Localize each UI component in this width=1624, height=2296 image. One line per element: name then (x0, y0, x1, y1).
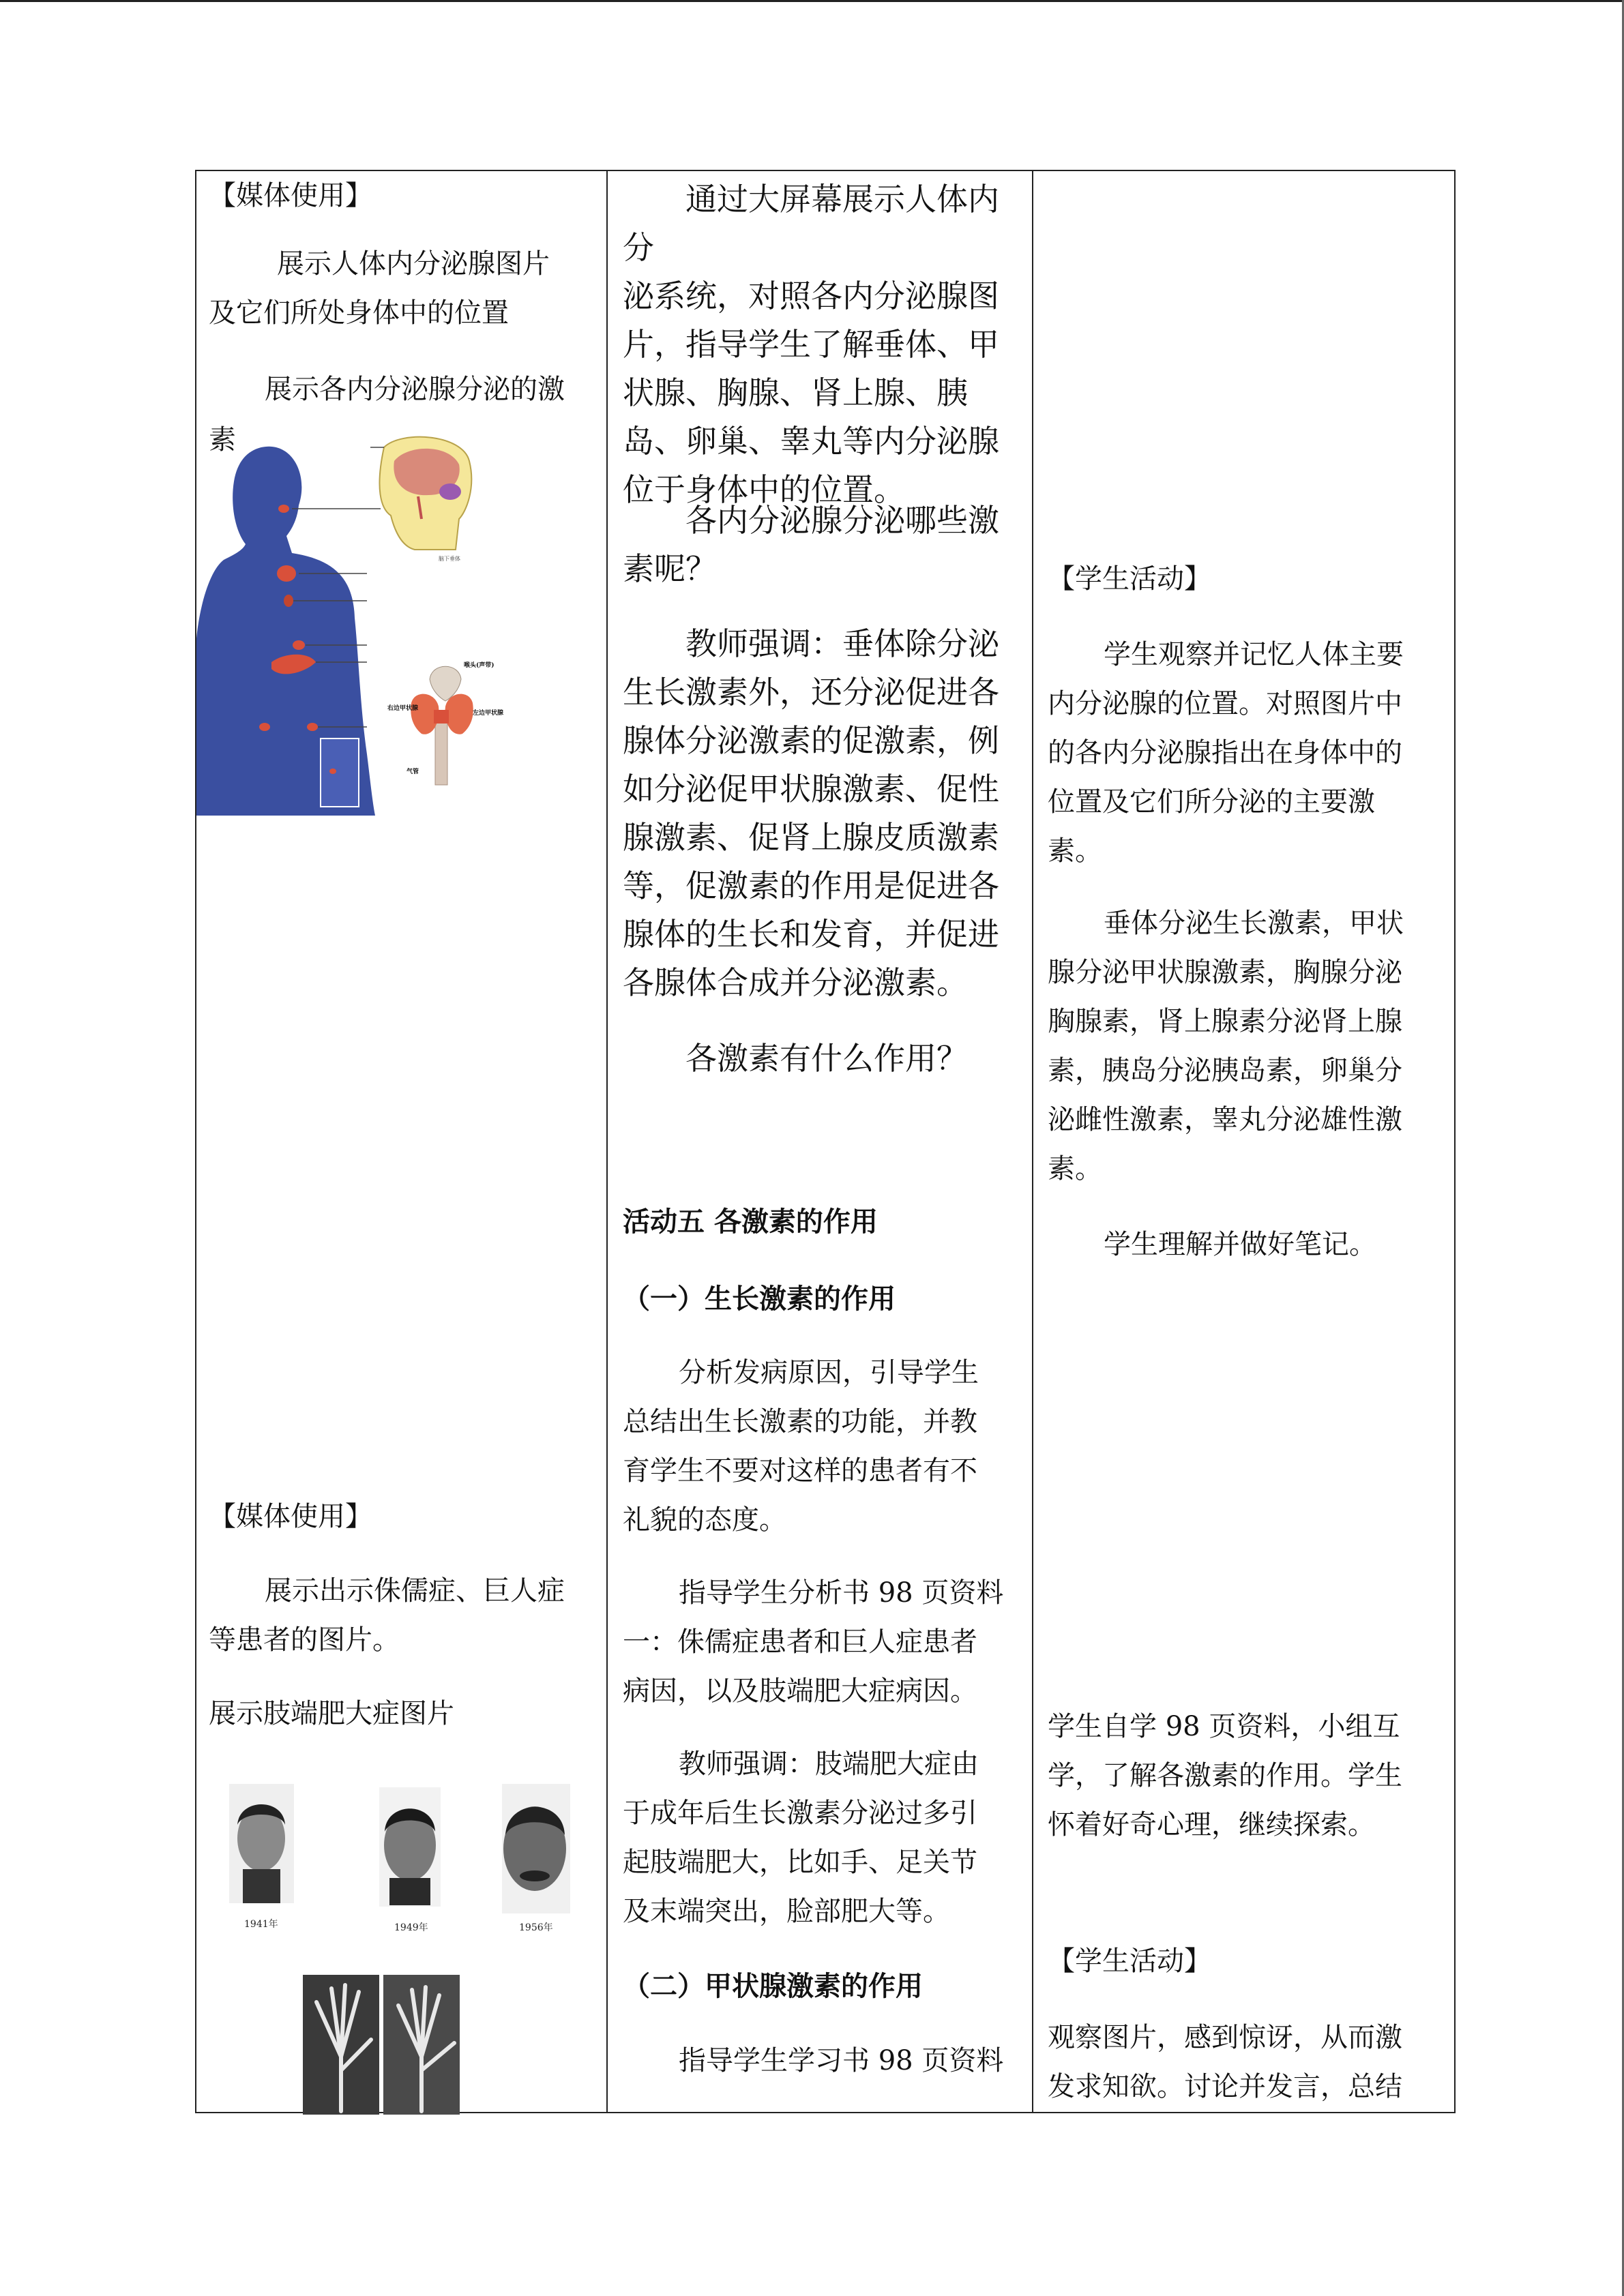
hand-xray-figure (303, 1975, 464, 2115)
year-1956: 1956年 (519, 1922, 553, 1933)
year-1941: 1941年 (244, 1919, 278, 1930)
analysis-paragraph: 分析发病原因，引导学生 总结出生长激素的功能，并教 育学生不要对这样的患者有不 礼貌的态度。 (623, 1357, 979, 1536)
activity-five-title: 活动五 各激素的作用 (623, 1206, 878, 1238)
testis-mark (329, 769, 336, 774)
self-study-paragraph: 学生自学 98 页资料，小组互 学，了解各激素的作用。学生 怀着好奇心理，继续探索。 (1048, 1711, 1402, 1840)
page-top-border (0, 0, 1624, 2)
show-glands-line-1: 展示人体内分泌腺图片 (277, 248, 550, 280)
year-1949: 1949年 (394, 1922, 428, 1933)
brain-caption: 脑下垂体 (439, 556, 460, 562)
lesson-table (195, 170, 1456, 2113)
media-column (209, 171, 601, 2112)
teacher-column (623, 171, 1022, 2112)
student-activity-heading-2: 【学生活动】 (1048, 1945, 1211, 1977)
thymus-mark (284, 595, 293, 607)
thyroid-label-trachea: 气管 (407, 769, 419, 775)
secretions-paragraph: 垂体分泌生长激素，甲状 腺分泌甲状腺激素，胸腺分泌 胸腺素，肾上腺素分泌肾上腺 素，胰岛分泌胰岛素，卵巢分 泌雌性激素，睾丸分泌雄性激 素。 (1048, 908, 1404, 1184)
student-column (1048, 171, 1447, 2112)
thyroid-label-right: 右边甲状腺 (387, 705, 419, 712)
media-heading-2: 【媒体使用】 (209, 1501, 372, 1532)
thyroid-label-left: 左边甲状腺 (473, 710, 504, 717)
notes-line: 学生理解并做好笔记。 (1104, 1229, 1376, 1260)
teacher-emphasis-2: 教师强调：肢端肥大症由 于成年后生长激素分泌过多引 起肢端肥大，比如手、足关节 及末端突出，脸部肥大等。 (623, 1748, 979, 1927)
inset-box (321, 739, 359, 807)
show-acromegaly: 展示肢端肥大症图片 (209, 1698, 454, 1729)
acromegaly-faces-figure (216, 1784, 577, 1948)
student-activity-heading-1: 【学生活动】 (1048, 563, 1211, 595)
media-heading: 【媒体使用】 (209, 180, 372, 211)
thyroid-label-larynx: 喉头(声带) (464, 662, 494, 669)
thyroid-mark (277, 565, 296, 582)
question-functions: 各激素有什么作用？ (685, 1040, 968, 1077)
head-brain-diagram (370, 437, 471, 550)
observe-paragraph: 学生观察并记忆人体主要 内分泌腺的位置。对照图片中 的各内分泌腺指出在身体中的 位置及它们所分泌的主要激 素。 (1048, 639, 1404, 867)
question-hormones: 各内分泌腺分泌哪些激 素呢？ (623, 502, 999, 587)
ovary-mark-right (307, 723, 318, 731)
face-photo-1949 (379, 1787, 441, 1907)
show-patients-line-2: 等患者的图片。 (209, 1624, 400, 1656)
guide-study-line: 指导学生学习书 98 页资料 (679, 2045, 1004, 2076)
column-divider-2 (1032, 171, 1033, 2112)
observe-pics-paragraph: 观察图片，感到惊讶，从而激 发求知欲。讨论并发言，总结 (1048, 2022, 1402, 2102)
intro-paragraph: 通过大屏幕展示人体内分 泌系统，对照各内分泌腺图 片，指导学生了解垂体、甲 状腺、胸腺、肾上腺、胰 岛、卵巢、睾丸等内分泌腺 位于身体中的位置。 (623, 181, 999, 508)
face-photo-1941 (229, 1784, 294, 1903)
column-divider-1 (606, 171, 608, 2112)
show-hormones-line-2: 素 (209, 424, 236, 456)
ovary-mark-left (259, 723, 270, 731)
endocrine-system-figure (196, 434, 544, 816)
show-patients-line-1: 展示出示侏儒症、巨人症 (265, 1575, 565, 1607)
show-hormones-line-1: 展示各内分泌腺分泌的激 (265, 374, 565, 405)
face-photo-1956 (502, 1784, 570, 1913)
adrenal-mark (293, 640, 305, 650)
thyroid-hormone-subtitle: （二）甲状腺激素的作用 (623, 1971, 923, 2002)
teacher-emphasis-1: 教师强调：垂体除分泌 生长激素外，还分泌促进各 腺体分泌激素的促激素，例 如分泌促甲状腺激素、促性 腺激素、促肾上腺皮质激素 等，促激素的作用是促进各 腺体的生长和发育，并促进 各腺体合成并分泌激素。 (623, 625, 999, 1001)
pituitary-mark (278, 505, 289, 513)
growth-hormone-subtitle: （一）生长激素的作用 (623, 1283, 896, 1315)
show-glands-line-2: 及它们所处身体中的位置 (209, 297, 509, 329)
guide-p98-paragraph: 指导学生分析书 98 页资料 一：侏儒症患者和巨人症患者 病因，以及肢端肥大症病因。 (623, 1577, 1004, 1707)
thyroid-diagram (411, 666, 473, 785)
